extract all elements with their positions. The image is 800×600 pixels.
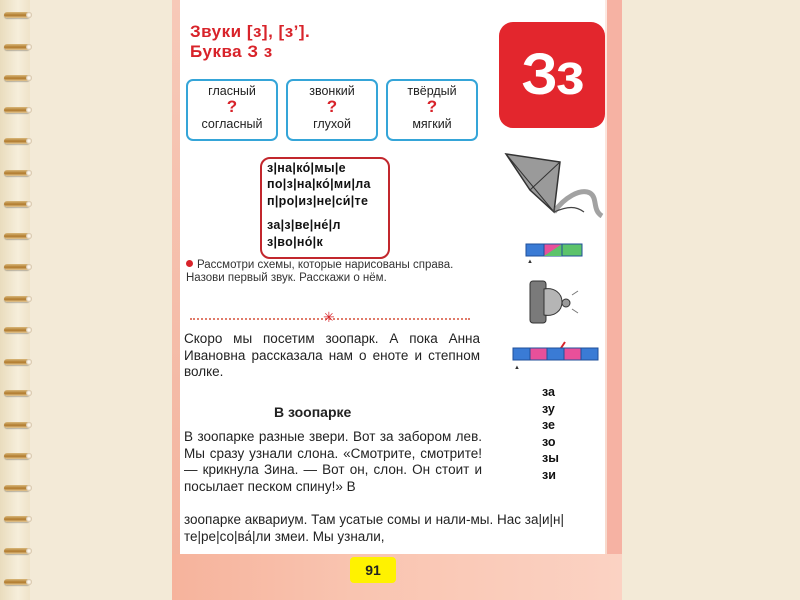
card-bottom-label: глухой <box>313 117 351 131</box>
syllable: зи <box>542 467 556 482</box>
word-line: за|з|ве|не́|л <box>267 218 341 232</box>
syllable: зе <box>542 418 556 432</box>
card-top-label: твёрдый <box>407 84 457 98</box>
word-line: з|на|ко́|мы|е <box>267 161 346 175</box>
binding-hole <box>26 12 32 18</box>
bullet-icon <box>186 260 193 267</box>
binding-hole <box>26 327 32 333</box>
story-paragraph-continued: зоопарке аквариум. Там усатые сомы и нали-мы. Нас за|и|н|те|ре|со|ва́|ли змеи. Мы узнали, <box>184 512 564 544</box>
binding-hole <box>26 264 32 270</box>
page-edge-band <box>172 0 180 600</box>
syllable: зы <box>542 451 559 465</box>
sound-scheme-icon <box>512 341 602 371</box>
intro-paragraph: Скоро мы посетим зоопарк. А пока Анна Ивановна рассказала нам о еноте и степном волке. <box>184 331 480 379</box>
lesson-title-line-2: Буква З з <box>190 42 273 61</box>
binding-hole <box>26 485 32 491</box>
story-title: В зоопарке <box>274 404 352 420</box>
binding-hole <box>26 75 32 81</box>
binding-hole <box>26 138 32 144</box>
page-footer-strip <box>172 554 622 600</box>
lesson-title-line-1: Звуки [з], [з’]. <box>190 22 311 41</box>
word-line: по|з|на|ко́|ми|ла <box>267 177 371 191</box>
binding-hole <box>26 296 32 302</box>
illustration-panel-edge <box>607 0 622 555</box>
star-icon: ✳ <box>323 309 335 325</box>
word-line: п|ро|из|не|си́|те <box>267 194 369 208</box>
question-mark: ? <box>226 97 238 116</box>
bell-icon <box>524 275 584 330</box>
textbook-page <box>172 0 622 600</box>
question-mark: ? <box>426 97 438 116</box>
binding-hole <box>26 233 32 239</box>
syllable-list <box>542 384 559 483</box>
binding-hole <box>26 422 32 428</box>
syllable: за <box>542 385 556 399</box>
card-bottom-label: мягкий <box>412 117 452 131</box>
binding-hole <box>26 390 32 396</box>
page-number: 91 <box>350 557 396 583</box>
svg-text:▲: ▲ <box>527 259 533 264</box>
binding-hole <box>26 170 32 176</box>
binding-hole <box>26 359 32 365</box>
syllable: зу <box>542 401 555 416</box>
question-mark: ? <box>326 97 338 116</box>
svg-text:▲: ▲ <box>514 365 520 371</box>
binding-hole <box>26 453 32 459</box>
binding-hole <box>26 516 32 522</box>
card-top-label: звонкий <box>309 84 355 98</box>
story-paragraph: В зоопарке разные звери. Вот за забором лев. Мы сразу узнали слона. «Смотрите, смотрите! — крикнула Зина. — Вот он, слон. Он стоит и посылает песком спину!» В <box>184 429 482 494</box>
card-bottom-label: согласный <box>201 117 263 131</box>
exercise-instruction <box>186 259 486 285</box>
syllable: зо <box>542 434 556 449</box>
binding-hole <box>26 107 32 113</box>
word-line: з|во|но́|к <box>267 235 324 249</box>
binding-hole <box>26 201 32 207</box>
binding-hole <box>26 579 32 585</box>
sound-scheme-icon <box>525 240 585 264</box>
card-vowel-consonant <box>186 79 278 141</box>
lesson-title <box>190 22 470 62</box>
card-hard-soft <box>386 79 478 141</box>
binding-hole <box>26 44 32 50</box>
notebook-binding <box>0 0 30 600</box>
binding-hole <box>26 548 32 554</box>
card-voiced-voiceless <box>286 79 378 141</box>
card-top-label: гласный <box>208 84 256 98</box>
instruction-text: Рассмотри схемы, которые нарисованы справа. Назови первый звук. Расскажи о нём. <box>186 259 454 284</box>
kite-icon <box>502 148 612 233</box>
letter-tile: Зз <box>499 22 605 128</box>
